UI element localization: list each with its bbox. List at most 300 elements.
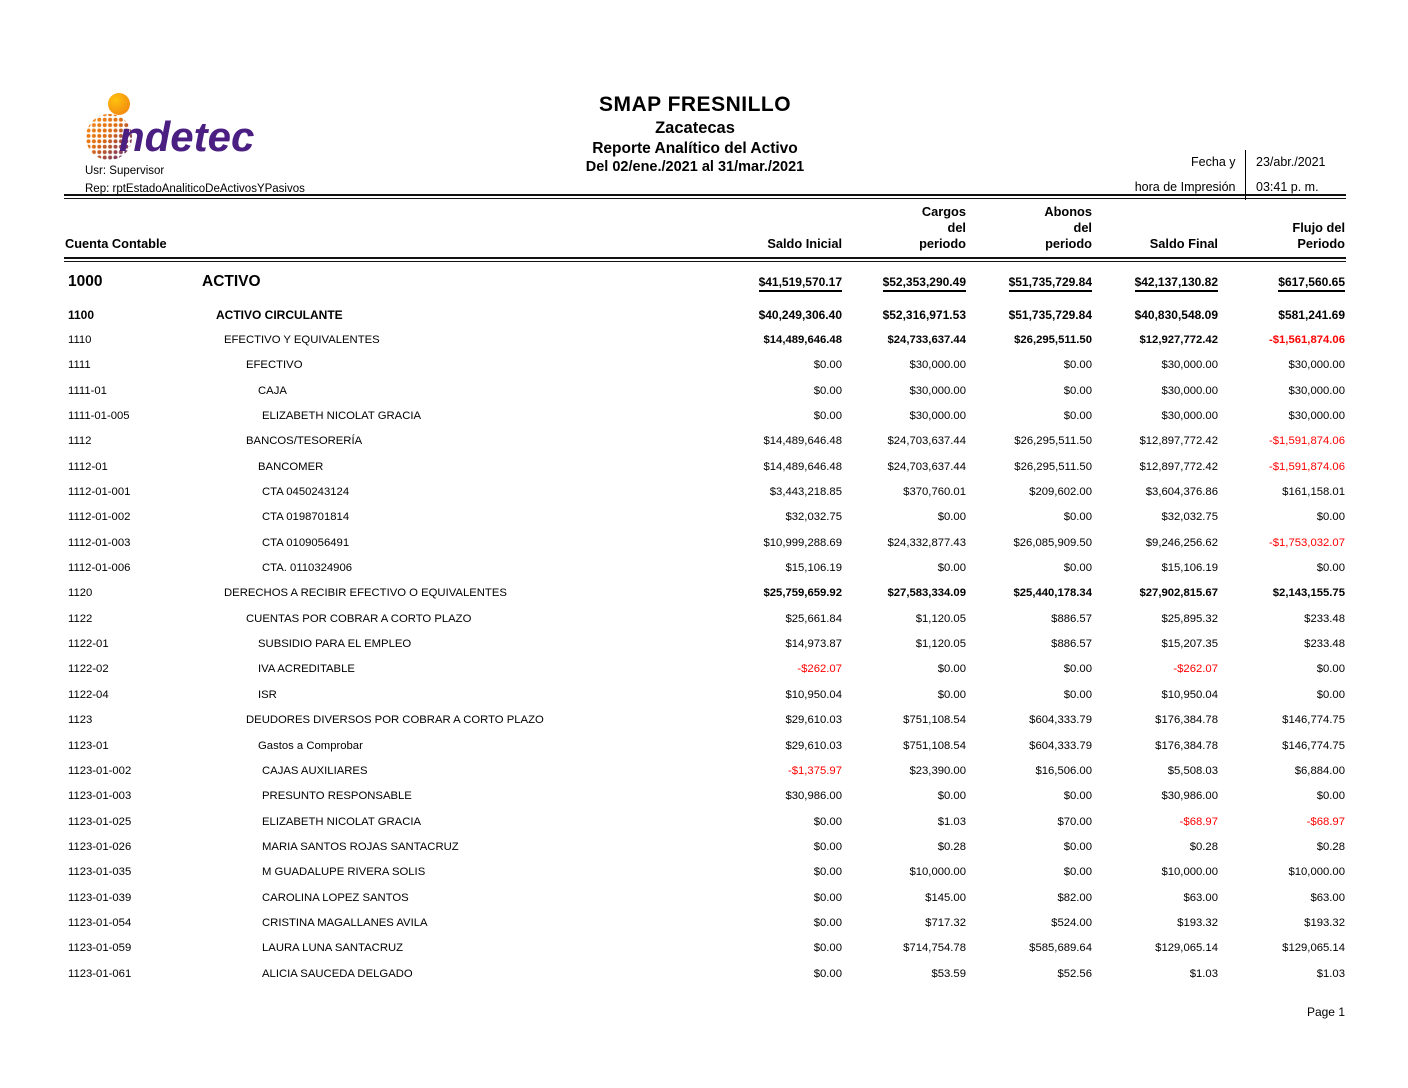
abonos-cell xyxy=(966,587,1092,599)
abonos-value: $16,506.00 xyxy=(1035,764,1092,777)
flujo-cell xyxy=(1218,740,1345,752)
account-cell xyxy=(65,334,718,346)
flujo-cell xyxy=(1218,689,1345,701)
flujo-cell xyxy=(1218,714,1345,726)
account-code: 1123-01-026 xyxy=(68,840,132,853)
saldo-inicial-cell xyxy=(718,765,842,777)
entity-title: SMAP FRESNILLO xyxy=(598,93,792,116)
column-header-cargos-line1: Cargos xyxy=(921,204,966,219)
cargos-value: $10,000.00 xyxy=(909,866,966,879)
saldo-inicial-value: $32,032.75 xyxy=(785,511,842,524)
flujo-cell xyxy=(1218,816,1345,828)
print-info xyxy=(1135,150,1348,200)
abonos-value: $51,735,729.84 xyxy=(1009,275,1092,292)
cargos-cell xyxy=(842,385,966,397)
account-cell xyxy=(65,663,718,675)
abonos-cell xyxy=(966,638,1092,650)
account-cell xyxy=(65,892,718,904)
flujo-cell xyxy=(1218,486,1345,498)
abonos-value: $26,295,511.50 xyxy=(1014,460,1092,473)
account-name: DERECHOS A RECIBIR EFECTIVO O EQUIVALENTES xyxy=(224,587,507,600)
table-row xyxy=(65,454,1345,479)
abonos-value: $0.00 xyxy=(1063,790,1092,803)
flujo-value: $1.03 xyxy=(1316,967,1345,980)
account-code: 1123-01-002 xyxy=(68,764,132,777)
logo-wordmark: ndetec xyxy=(119,113,255,160)
flujo-value: $233.48 xyxy=(1304,638,1345,651)
saldo-final-cell xyxy=(1092,841,1218,853)
abonos-cell xyxy=(966,537,1092,549)
saldo-inicial-cell xyxy=(718,689,842,701)
abonos-value: $0.00 xyxy=(1063,562,1092,575)
flujo-cell xyxy=(1218,511,1345,523)
flujo-value: -$1,591,874.06 xyxy=(1268,460,1345,473)
account-cell xyxy=(65,841,718,853)
saldo-final-cell xyxy=(1092,511,1218,523)
saldo-final-cell xyxy=(1092,461,1218,473)
cargos-cell xyxy=(842,308,966,322)
cargos-value: $0.00 xyxy=(937,688,966,701)
saldo-final-cell xyxy=(1092,816,1218,828)
abonos-cell xyxy=(966,334,1092,346)
saldo-final-value: $30,986.00 xyxy=(1161,790,1218,803)
saldo-inicial-value: $40,249,306.40 xyxy=(758,307,842,322)
saldo-inicial-value: $0.00 xyxy=(813,815,842,828)
abonos-value: $70.00 xyxy=(1057,815,1092,828)
cargos-value: $145.00 xyxy=(925,891,966,904)
flujo-value: $30,000.00 xyxy=(1288,384,1345,397)
cargos-value: $53.59 xyxy=(931,967,966,980)
flujo-value: $581,241.69 xyxy=(1278,307,1345,322)
cargos-cell xyxy=(842,537,966,549)
cargos-value: $370,760.01 xyxy=(903,486,966,499)
table-row xyxy=(65,733,1345,758)
cargos-cell xyxy=(842,663,966,675)
saldo-inicial-value: $0.00 xyxy=(813,967,842,980)
abonos-value: $0.00 xyxy=(1063,384,1092,397)
account-cell xyxy=(65,461,718,473)
table-row xyxy=(65,682,1345,707)
saldo-inicial-value: $29,610.03 xyxy=(785,714,842,727)
saldo-final-cell xyxy=(1092,714,1218,726)
saldo-final-cell xyxy=(1092,765,1218,777)
abonos-cell xyxy=(966,816,1092,828)
account-code: 1112-01 xyxy=(68,460,108,473)
account-name: DEUDORES DIVERSOS POR COBRAR A CORTO PLAZO xyxy=(246,714,544,727)
account-code: 1123-01-035 xyxy=(68,866,132,879)
abonos-cell xyxy=(966,461,1092,473)
indetec-logo-graphic xyxy=(75,90,275,168)
cargos-cell xyxy=(842,816,966,828)
saldo-inicial-value: $0.00 xyxy=(813,916,842,929)
saldo-inicial-cell xyxy=(718,385,842,397)
account-cell xyxy=(65,968,718,980)
table-row xyxy=(65,961,1345,986)
saldo-inicial-cell xyxy=(718,638,842,650)
abonos-value: $0.00 xyxy=(1063,663,1092,676)
abonos-cell xyxy=(966,917,1092,929)
cargos-cell xyxy=(842,638,966,650)
saldo-final-cell xyxy=(1092,334,1218,346)
flujo-cell xyxy=(1218,308,1345,322)
table-row xyxy=(65,631,1345,656)
saldo-inicial-cell xyxy=(718,866,842,878)
flujo-cell xyxy=(1218,892,1345,904)
saldo-inicial-value: $14,973.87 xyxy=(785,638,842,651)
saldo-inicial-value: $0.00 xyxy=(813,359,842,372)
saldo-inicial-cell xyxy=(718,359,842,371)
flujo-cell xyxy=(1218,613,1345,625)
account-name: ACTIVO CIRCULANTE xyxy=(216,307,343,322)
abonos-cell xyxy=(966,968,1092,980)
cargos-cell xyxy=(842,892,966,904)
cargos-value: $52,353,290.49 xyxy=(883,275,966,292)
column-header-abonos-line2: del xyxy=(1073,219,1092,235)
flujo-value: $617,560.65 xyxy=(1278,275,1345,292)
flujo-value: $161,158.01 xyxy=(1282,486,1345,499)
cargos-value: $751,108.54 xyxy=(903,714,966,727)
flujo-value: $10,000.00 xyxy=(1288,866,1345,879)
flujo-cell xyxy=(1218,638,1345,650)
abonos-cell xyxy=(966,841,1092,853)
abonos-cell xyxy=(966,740,1092,752)
saldo-inicial-cell xyxy=(718,740,842,752)
account-cell xyxy=(65,816,718,828)
account-cell xyxy=(65,359,718,371)
abonos-value: $51,735,729.84 xyxy=(1008,307,1092,322)
column-header-abonos-line1: Abonos xyxy=(1044,204,1092,219)
saldo-final-cell xyxy=(1092,410,1218,422)
cargos-cell xyxy=(842,334,966,346)
flujo-cell xyxy=(1218,942,1345,954)
saldo-inicial-value: $14,489,646.48 xyxy=(763,460,842,473)
account-code: 1112-01-003 xyxy=(68,536,131,549)
abonos-cell xyxy=(966,435,1092,447)
title-block xyxy=(420,92,970,176)
flujo-cell xyxy=(1218,537,1345,549)
abonos-cell xyxy=(966,385,1092,397)
flujo-value: -$1,591,874.06 xyxy=(1268,435,1345,448)
saldo-final-value: $30,000.00 xyxy=(1161,384,1218,397)
account-name: PRESUNTO RESPONSABLE xyxy=(262,790,412,803)
saldo-final-cell xyxy=(1092,892,1218,904)
cargos-cell xyxy=(842,359,966,371)
account-code: 1123-01-054 xyxy=(68,916,132,929)
saldo-inicial-value: $10,950.04 xyxy=(785,688,842,701)
cargos-value: $24,332,877.43 xyxy=(887,536,966,549)
account-name: MARIA SANTOS ROJAS SANTACRUZ xyxy=(262,840,459,853)
saldo-final-value: $193.32 xyxy=(1177,916,1218,929)
saldo-inicial-cell xyxy=(718,942,842,954)
saldo-final-cell xyxy=(1092,385,1218,397)
saldo-inicial-cell xyxy=(718,663,842,675)
abonos-cell xyxy=(966,275,1092,289)
saldo-final-value: $9,246,256.62 xyxy=(1145,536,1218,549)
cargos-cell xyxy=(842,942,966,954)
saldo-final-cell xyxy=(1092,917,1218,929)
saldo-inicial-value: $14,489,646.48 xyxy=(763,334,842,347)
saldo-inicial-value: $25,661.84 xyxy=(785,612,842,625)
cargos-cell xyxy=(842,841,966,853)
account-name: IVA ACREDITABLE xyxy=(258,663,355,676)
account-cell xyxy=(65,273,718,291)
table-row xyxy=(65,479,1345,504)
account-name: Gastos a Comprobar xyxy=(258,739,363,752)
account-cell xyxy=(65,562,718,574)
saldo-inicial-value: $3,443,218.85 xyxy=(769,486,842,499)
account-code: 1123 xyxy=(68,714,93,727)
account-code: 1112-01-006 xyxy=(68,562,131,575)
saldo-final-cell xyxy=(1092,638,1218,650)
abonos-value: $604,333.79 xyxy=(1029,714,1092,727)
saldo-inicial-cell xyxy=(718,275,842,289)
account-code: 1123-01-003 xyxy=(68,790,132,803)
saldo-final-cell xyxy=(1092,613,1218,625)
saldo-final-value: $15,106.19 xyxy=(1161,562,1218,575)
saldo-final-value: $32,032.75 xyxy=(1161,511,1218,524)
saldo-final-value: $10,950.04 xyxy=(1161,688,1218,701)
abonos-value: $0.00 xyxy=(1063,840,1092,853)
account-name: ACTIVO xyxy=(202,273,261,290)
saldo-inicial-cell xyxy=(718,410,842,422)
saldo-inicial-value: $0.00 xyxy=(813,840,842,853)
table-row xyxy=(65,403,1345,428)
abonos-value: $585,689.64 xyxy=(1029,942,1092,955)
saldo-inicial-value: $14,489,646.48 xyxy=(763,435,842,448)
account-cell xyxy=(65,308,718,322)
saldo-inicial-value: $41,519,570.17 xyxy=(759,275,842,292)
account-code: 1123-01-059 xyxy=(68,942,132,955)
table-row xyxy=(65,834,1345,859)
column-header-saldo-inicial: Saldo Inicial xyxy=(767,235,842,251)
table-row xyxy=(65,581,1345,606)
flujo-value: $233.48 xyxy=(1304,612,1345,625)
saldo-inicial-cell xyxy=(718,486,842,498)
account-name: CTA. 0110324906 xyxy=(262,562,353,575)
table-row xyxy=(65,708,1345,733)
cargos-cell xyxy=(842,461,966,473)
flujo-value: $146,774.75 xyxy=(1282,739,1345,752)
account-code: 1111 xyxy=(68,359,91,372)
account-cell xyxy=(65,435,718,447)
saldo-final-cell xyxy=(1092,537,1218,549)
cargos-value: $751,108.54 xyxy=(903,739,966,752)
account-cell xyxy=(65,511,718,523)
column-header-cargos xyxy=(842,204,966,255)
cargos-cell xyxy=(842,410,966,422)
print-time-value: 03:41 p. m. xyxy=(1256,180,1319,194)
table-row xyxy=(65,910,1345,935)
table-row xyxy=(65,353,1345,378)
saldo-final-value: $5,508.03 xyxy=(1167,764,1218,777)
saldo-final-cell xyxy=(1092,275,1218,289)
cargos-value: $717.32 xyxy=(925,916,966,929)
account-code: 1122-01 xyxy=(68,638,109,651)
cargos-value: $52,316,971.53 xyxy=(882,307,966,322)
account-name: EFECTIVO Y EQUIVALENTES xyxy=(224,334,380,347)
column-header-flujo-line1: Flujo del xyxy=(1292,219,1345,235)
saldo-final-value: -$262.07 xyxy=(1173,663,1218,676)
table-row xyxy=(65,302,1345,327)
column-header-flujo-line2: Periodo xyxy=(1297,235,1345,251)
saldo-final-cell xyxy=(1092,562,1218,574)
account-name: ELIZABETH NICOLAT GRACIA xyxy=(262,815,422,828)
flujo-value: -$1,753,032.07 xyxy=(1268,536,1345,549)
account-cell xyxy=(65,638,718,650)
account-name: M GUADALUPE RIVERA SOLIS xyxy=(262,866,426,879)
saldo-final-value: $12,897,772.42 xyxy=(1139,460,1218,473)
saldo-final-cell xyxy=(1092,308,1218,322)
flujo-value: $129,065.14 xyxy=(1282,942,1345,955)
abonos-value: $26,085,909.50 xyxy=(1013,536,1092,549)
cargos-cell xyxy=(842,866,966,878)
print-info-values xyxy=(1246,150,1348,200)
saldo-inicial-value: $29,610.03 xyxy=(785,739,842,752)
flujo-cell xyxy=(1218,410,1345,422)
account-code: 1123-01-039 xyxy=(68,891,132,904)
cargos-value: $1.03 xyxy=(937,815,966,828)
account-name: LAURA LUNA SANTACRUZ xyxy=(262,942,404,955)
cargos-value: $1,120.05 xyxy=(915,638,966,651)
cargos-value: $0.00 xyxy=(937,562,966,575)
cargos-value: $23,390.00 xyxy=(909,764,966,777)
saldo-inicial-value: $25,759,659.92 xyxy=(763,587,842,600)
saldo-final-cell xyxy=(1092,435,1218,447)
saldo-final-value: $30,000.00 xyxy=(1161,359,1218,372)
abonos-value: $82.00 xyxy=(1057,891,1092,904)
saldo-final-cell xyxy=(1092,740,1218,752)
cargos-cell xyxy=(842,689,966,701)
flujo-cell xyxy=(1218,917,1345,929)
account-name: BANCOMER xyxy=(258,460,324,473)
cargos-value: $0.28 xyxy=(937,840,966,853)
abonos-value: $0.00 xyxy=(1063,511,1092,524)
flujo-value: $6,884.00 xyxy=(1294,764,1345,777)
flujo-value: $63.00 xyxy=(1310,891,1345,904)
cargos-value: $0.00 xyxy=(937,663,966,676)
saldo-final-value: $3,604,376.86 xyxy=(1145,486,1218,499)
flujo-value: $193.32 xyxy=(1304,916,1345,929)
flujo-cell xyxy=(1218,790,1345,802)
saldo-final-cell xyxy=(1092,689,1218,701)
saldo-final-value: $0.28 xyxy=(1189,840,1218,853)
flujo-value: $30,000.00 xyxy=(1288,410,1345,423)
saldo-inicial-cell xyxy=(718,917,842,929)
account-cell xyxy=(65,613,718,625)
page-number: Page 1 xyxy=(1306,1005,1345,1019)
account-cell xyxy=(65,942,718,954)
saldo-inicial-cell xyxy=(718,790,842,802)
table-row xyxy=(65,378,1345,403)
saldo-final-value: $12,927,772.42 xyxy=(1139,334,1218,347)
saldo-final-cell xyxy=(1092,359,1218,371)
saldo-final-value: $40,830,548.09 xyxy=(1134,307,1218,322)
flujo-cell xyxy=(1218,562,1345,574)
saldo-inicial-value: $0.00 xyxy=(813,891,842,904)
saldo-final-value: $63.00 xyxy=(1183,891,1218,904)
column-header-abonos xyxy=(966,204,1092,255)
account-cell xyxy=(65,714,718,726)
cargos-value: $30,000.00 xyxy=(909,384,966,397)
saldo-final-value: $1.03 xyxy=(1189,967,1218,980)
account-name: CRISTINA MAGALLANES AVILA xyxy=(262,916,428,929)
abonos-cell xyxy=(966,511,1092,523)
abonos-cell xyxy=(966,765,1092,777)
column-header-cuenta: Cuenta Contable xyxy=(65,235,167,251)
flujo-cell xyxy=(1218,435,1345,447)
account-name: ELIZABETH NICOLAT GRACIA xyxy=(262,410,422,423)
cargos-cell xyxy=(842,562,966,574)
flujo-cell xyxy=(1218,587,1345,599)
saldo-final-value: $129,065.14 xyxy=(1155,942,1218,955)
header-divider-rule xyxy=(64,194,1346,199)
account-name: CTA 0450243124 xyxy=(262,486,350,499)
saldo-inicial-value: -$1,375.97 xyxy=(787,764,842,777)
saldo-inicial-value: -$262.07 xyxy=(797,663,842,676)
account-code: 1120 xyxy=(68,587,93,600)
cargos-cell xyxy=(842,968,966,980)
saldo-final-value: $42,137,130.82 xyxy=(1135,275,1218,292)
flujo-value: -$1,561,874.06 xyxy=(1268,334,1345,347)
cargos-cell xyxy=(842,511,966,523)
abonos-cell xyxy=(966,308,1092,322)
saldo-final-cell xyxy=(1092,942,1218,954)
abonos-cell xyxy=(966,866,1092,878)
saldo-final-value: $12,897,772.42 xyxy=(1139,435,1218,448)
account-name: CUENTAS POR COBRAR A CORTO PLAZO xyxy=(246,612,472,625)
abonos-cell xyxy=(966,613,1092,625)
abonos-cell xyxy=(966,359,1092,371)
flujo-cell xyxy=(1218,866,1345,878)
abonos-cell xyxy=(966,942,1092,954)
abonos-cell xyxy=(966,790,1092,802)
report-id-label: Rep: rptEstadoAnaliticoDeActivosYPasivos xyxy=(85,183,305,195)
saldo-inicial-cell xyxy=(718,816,842,828)
saldo-final-cell xyxy=(1092,663,1218,675)
saldo-final-value: $30,000.00 xyxy=(1161,410,1218,423)
account-cell xyxy=(65,587,718,599)
cargos-cell xyxy=(842,587,966,599)
saldo-inicial-value: $10,999,288.69 xyxy=(763,536,842,549)
table-row xyxy=(65,266,1345,298)
cargos-value: $24,703,637.44 xyxy=(887,460,966,473)
table-row xyxy=(65,429,1345,454)
account-name: CAJA xyxy=(258,384,287,397)
saldo-inicial-value: $15,106.19 xyxy=(785,562,842,575)
cargos-value: $714,754.78 xyxy=(903,942,966,955)
saldo-inicial-cell xyxy=(718,841,842,853)
abonos-value: $0.00 xyxy=(1063,688,1092,701)
saldo-inicial-cell xyxy=(718,461,842,473)
saldo-final-value: $176,384.78 xyxy=(1155,739,1218,752)
table-row xyxy=(65,860,1345,885)
flujo-cell xyxy=(1218,461,1345,473)
abonos-value: $209,602.00 xyxy=(1029,486,1092,499)
abonos-cell xyxy=(966,486,1092,498)
saldo-final-value: $176,384.78 xyxy=(1155,714,1218,727)
abonos-value: $26,295,511.50 xyxy=(1014,435,1092,448)
flujo-cell xyxy=(1218,841,1345,853)
column-header-cargos-line3: periodo xyxy=(919,235,966,251)
table-header xyxy=(65,204,1345,254)
saldo-inicial-value: $0.00 xyxy=(813,384,842,397)
account-code: 1112-01-002 xyxy=(68,511,131,524)
cargos-cell xyxy=(842,765,966,777)
account-code: 1112 xyxy=(68,435,92,448)
flujo-cell xyxy=(1218,968,1345,980)
saldo-final-value: $15,207.35 xyxy=(1161,638,1218,651)
account-name: ALICIA SAUCEDA DELGADO xyxy=(262,967,413,980)
